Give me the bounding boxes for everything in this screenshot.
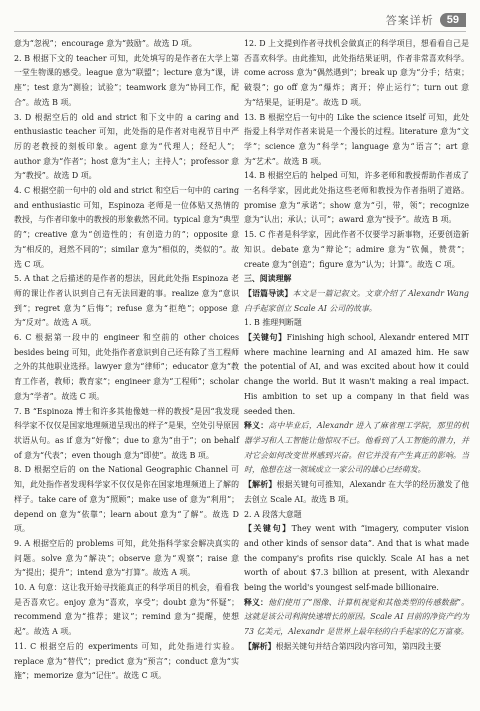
q2-analysis-label: 【解析】: [244, 641, 276, 651]
q2-heading: 2. A 段落大意题: [244, 509, 302, 519]
section-title: 三、阅读理解: [244, 274, 292, 284]
left-column: [14, 37, 239, 684]
q1-translation: [244, 419, 469, 478]
answer-4: 4. C 根据空前一句中的 old and strict 和空后一句中的 caring and enthusiastic 可知，Espinoza 老师是一位体贴又热情的教授，与作者印象中的教授的形象截然不同。typical 意为“典型的”；creative 意为“创造性的；有创造力的”；opposite 意为“相反的，迥然不同的”；similar 意为“相似的，类似的”。故选 C 项。: [14, 186, 239, 269]
q2-trans-label: 释义：: [244, 597, 269, 607]
q1-trans-text: 高中毕业后，Alexandr 进入了麻省理工学院，那里的机器学习和人工智能让他惊叹不已。他看到了人工智能的潜力，并对它会如何改变世界感到兴奋。但它并没有产生真正的影响。当时，他想在这一领域成立一家公司的雄心已经萌发。: [244, 421, 469, 475]
answer-10: 10. A 句意：这让我开始寻找能真正的科学项目的机会，看看我是否喜欢它。enjoy 意为“喜欢，享受”；doubt 意为“怀疑”；recommend 意为“推荐；建议”；remind 意为“提醒，使想起”。故选 A 项。: [14, 583, 239, 637]
answer-12: 12. D 上文提到作者寻找机会做真正的科学项目，想看看自己是否喜欢科学。由此推知，此处指结果证明，作者非常喜欢科学。come across 意为“偶然遇到”；break up 意为“分手；结束；破裂”；go off 意为“爆炸；离开；停止运行”；turn out 意为“结果是，证明是”。故选 D 项。: [244, 39, 469, 107]
q1-key-label: 【关键句】: [244, 333, 287, 343]
q1-key-sentence: [244, 331, 469, 419]
q1-analysis-text: 根据关键句可推知，Alexandr 在大学的经历激发了他去创立 Scale AI。故选 B 项。: [244, 480, 469, 504]
q1-key-text: Finishing high school, Alexandr entered MIT where machine learning and AI amazed him. He saw the potential of AI, and was excited about how it could change the world. But it wasn't making a real impact. His ambition to set up a company in that field was seeded then.: [244, 333, 469, 416]
q2-analysis-text: 根据关键句并结合第四段内容可知，第四段主要: [275, 641, 442, 651]
q2-key-sentence: [244, 522, 469, 596]
q1-heading: 1. B 推理判断题: [244, 318, 302, 328]
q2-trans-text: 他们使用了“图像、计算机视觉和其他类型的传感数据”。这就是该公司利润快速增长的原因。Scale AI 目前的净资产约为 73 亿美元，Alexandr 是世界上最年轻的白手起家的亿万富豪。: [244, 597, 469, 637]
q1-analysis: [244, 478, 469, 507]
q2-analysis: [244, 640, 469, 655]
header-divider: [14, 31, 466, 32]
page-number: 59: [440, 13, 466, 27]
answer-9: 9. A 根据空后的 problems 可知，此处指科学家会解决真实的问题。solve 意为“解决”；observe 意为“观察”；raise 意为“提出；提升”；intend 意为“打算”。故选 A 项。: [14, 538, 239, 578]
answer-7: 7. B “Espinoza 博士和许多其他像她一样的教授”是因“我发现科学家不仅仅是国家地理频道呈现出的样子”是果，空处引导原因状语从句。as if 意为“好像”；due to 意为“由于”；on behalf of 意为“代表”；even though 意为“即使”。故选 B 项。: [14, 406, 239, 460]
answer-8: 8. D 根据空后的 on the National Geographic Channel 可知，此处指作者发现科学家不仅仅是你在国家地理频道上了解的样子。take care of 意为“照顾”；make use of 意为“利用”；depend on 意为“依靠”；learn about 意为“了解”。故选 D 项。: [14, 465, 239, 534]
answer-1-tail: 意为“忽视”；encourage 意为“鼓励”。故选 D 项。: [14, 39, 197, 48]
intro-label: 【语篇导读】: [244, 288, 293, 298]
q1-trans-label: 释义：: [244, 421, 269, 431]
q2-translation: [244, 596, 469, 640]
page-header: [386, 12, 466, 28]
answer-13: 13. B 根据空后一句中的 Like the science itself 可知，此处指爱上科学对作者来说是一个漫长的过程。literature 意为“文学”；science 意为“科学”；language 意为“语言”；art 意为“艺术”。故选 B 项。: [244, 112, 469, 166]
right-column: [244, 37, 469, 655]
answer-6: 6. C 根据第一段中的 engineer 和空前的 other choices besides being 可知，此处指作者意识到自己还有除了当工程师之外的其他职业选择。lawyer 意为“律师”；educator 意为“教育工作者，教师；教育家”；engineer 意为“工程师”；scholar 意为“学者”。故选 C 项。: [14, 333, 239, 401]
answer-5: 5. A that 之后描述的是作者的想法，因此此处指 Espinoza 老师的课让作者认识到自己有无法回避的事。realize 意为“意识到”；regret 意为“后悔”；refuse 意为“拒绝”；oppose 意为“反对”。故选 A 项。: [14, 274, 239, 328]
header-title: 答案详析: [385, 14, 434, 27]
q2-key-label: 【关键句】: [244, 524, 292, 534]
answer-11: 11. C 根据空后的 experiments 可知，此处指进行实验。replace 意为“替代”；predict 意为“预言”；conduct 意为“实施”；memorize 意为“记住”。故选 C 项。: [14, 641, 239, 681]
answer-15: 15. C 作者是科学家，因此作者不仅要学习新事物，还要创造新知识。debate 意为“辩论”；admire 意为“钦佩，赞赏”；create 意为“创造”；figure 意为“认为；计算”。故选 C 项。: [244, 230, 469, 269]
q2-key-text: They went with “imagery, computer vision and other kinds of sensor data”. And that is what made the company's profits rise quickly. Scale AI has a net worth of about $7.3 billion at present, with Alexandr being the world's youngest self-made billionaire.: [244, 524, 469, 593]
intro-text: 本文是一篇记叙文。文章介绍了 Alexandr Wang 白手起家创立 Scale AI 公司的故事。: [244, 288, 469, 313]
answer-14: 14. B 根据空后的 helped 可知，许多老师和教授帮助作者成了一名科学家，因此此处指这些老师和教授为作者指明了道路。promise 意为“承诺”；show 意为“引，带，领”；recognize 意为“认出；承认；认可”；award 意为“授予”。故选 B 项。: [244, 171, 469, 225]
passage-intro: [244, 287, 469, 316]
answer-2: 2. B 根据下文的 teacher 可知，此处填写的是作者在大学上第一堂生物课的感受。league 意为“联盟”；lecture 意为“课，讲座”；test 意为“测验；试验”；teamwork 意为“协同工作，配合”。故选 B 项。: [14, 53, 239, 107]
answer-3: 3. D 根据空后的 old and strict 和下文中的 a caring and enthusiastic teacher 可知，此处指的是作者对电视节目中严厉的老教授的刻板印象。agent 意为“代理人；经纪人”；author 意为“作者”；host 意为“主人；主持人”；professor 意为“教授”。故选 D 项。: [14, 112, 239, 181]
q1-analysis-label: 【解析】: [244, 480, 277, 490]
